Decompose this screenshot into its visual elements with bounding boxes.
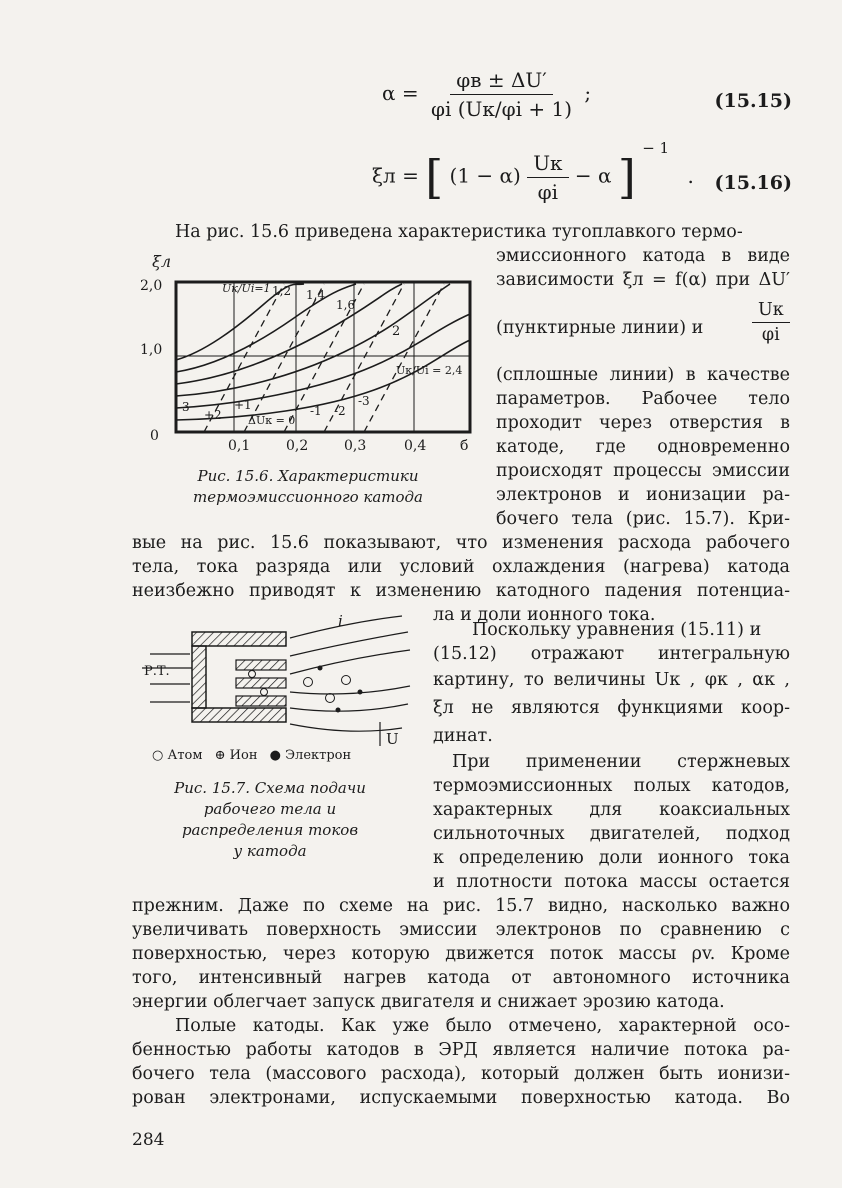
fig6-dash-label-4: -1 bbox=[310, 404, 322, 418]
p1-line-2: эмиссионного катода в виде bbox=[496, 246, 790, 266]
p3-line-1: При применении стержневых bbox=[452, 752, 790, 772]
fig7-caption-line-3: распределения токов bbox=[181, 821, 359, 839]
p4-line-4: рован электронами, испускаемыми поверхностью катода. Во bbox=[132, 1088, 790, 1108]
fig6-dash-label-5: -2 bbox=[334, 404, 346, 418]
p1-frac-num: Uк bbox=[752, 300, 790, 323]
fig6-dash-label-zero: ΔUк = 0 bbox=[248, 414, 296, 427]
fig7-ion-3 bbox=[342, 676, 351, 685]
atom-legend-icon: ○ bbox=[152, 748, 164, 763]
p1-line-11: бочего тела (рис. 15.7). Кри- bbox=[496, 509, 790, 529]
electron-legend-icon: ● bbox=[269, 748, 281, 763]
fig6-label-14: 1,4 bbox=[306, 288, 326, 302]
fig7-legend bbox=[152, 748, 351, 763]
p4-line-1: Полые катоды. Как уже было отмечено, характерной осо- bbox=[175, 1016, 790, 1036]
p3-line-10: того, интенсивный нагрев катода от автономного источника bbox=[132, 968, 790, 988]
fig6-y-tick-2: 2,0 bbox=[140, 278, 163, 294]
fig7-rod-2 bbox=[236, 678, 286, 688]
p1-line-5: (сплошные линии) в качестве bbox=[496, 365, 790, 385]
fig6-caption-line-2: термоэмиссионного катода bbox=[193, 488, 423, 506]
p1-line-15: ла и доли ионного тока. bbox=[433, 605, 656, 625]
p1-line-1: На рис. 15.6 приведена характеристика тугоплавкого термо- bbox=[175, 222, 743, 242]
p1-line-3: зависимости ξл = f(α) при ΔU′ bbox=[496, 270, 790, 290]
fig7-legend-ion: Ион bbox=[229, 748, 258, 763]
p3-line-11: энергии облегчает запуск двигателя и снижает эрозию катода. bbox=[132, 992, 725, 1012]
fig7-current-line-1 bbox=[290, 616, 402, 638]
fig6-dash-label-6: -3 bbox=[358, 394, 370, 408]
fig6-dash-label-3: +1 bbox=[234, 398, 252, 412]
fig7-caption bbox=[140, 778, 400, 862]
p3-line-9: поверхностью, через которую движется поток массы ρv. Кроме bbox=[132, 944, 790, 964]
p1-line-13: тела, тока разряда или условий охлаждения (нагрева) катода bbox=[132, 557, 790, 577]
eq1-denominator: φi (Uк/φi + 1) bbox=[430, 97, 573, 121]
eq1-tail: ; bbox=[584, 81, 592, 105]
fig7-caption-line-2: рабочего тела и bbox=[203, 800, 337, 818]
equation-15-16: ξл = [ (1 − α) $\frac{Uк}{\varphi i}$ − α ] $^{- 1}$ . bbox=[372, 138, 694, 204]
fig6-x-tick-4: 0,4 bbox=[404, 438, 427, 454]
fig6-y-tick-0: 0 bbox=[150, 428, 159, 444]
fig7-cathode-wall-top bbox=[192, 632, 286, 646]
p1-line-7: проходит через отверстия в bbox=[496, 413, 790, 433]
p3-line-8: увеличивать поверхность эмиссии электронов по сравнению с bbox=[132, 920, 790, 940]
fig7-cathode-back bbox=[192, 646, 206, 708]
fig6-caption bbox=[150, 466, 466, 508]
fig7-label-rt: Р.Т. bbox=[144, 664, 170, 679]
p3-line-3: характерных для коаксиальных bbox=[433, 800, 790, 820]
fig7-cathode-wall-bottom bbox=[192, 708, 286, 722]
eq2-lhs: ξл = bbox=[372, 163, 419, 188]
fig7-legend-electron: Электрон bbox=[285, 748, 352, 763]
p1-line-12: вые на рис. 15.6 показывают, что изменения расхода рабочего bbox=[132, 533, 790, 553]
page-number: 284 bbox=[132, 1130, 165, 1150]
fig7-current-line-5 bbox=[290, 704, 408, 711]
eq1-numerator: φв ± ΔU′ bbox=[450, 68, 553, 95]
p1-fraction bbox=[752, 300, 790, 345]
equation-15-15 bbox=[382, 68, 591, 121]
fig6-x-tick-5: б bbox=[460, 438, 469, 454]
p4-line-3: бочего тела (массового расхода), который должен быть ионизи- bbox=[132, 1064, 790, 1084]
fig7-atom-1 bbox=[249, 671, 256, 678]
p4-line-2: бенностью работы катодов в ЭРД является наличие потока ра- bbox=[132, 1040, 790, 1060]
fig7-label-i: i bbox=[338, 612, 343, 630]
fig7-rod-1 bbox=[236, 660, 286, 670]
fig6-label-ratio-1: Uк/Ui=1 bbox=[222, 282, 271, 295]
fig6-y-label: ξл bbox=[152, 252, 171, 271]
p1-line-6: параметров. Рабочее тело bbox=[496, 389, 790, 409]
p3-line-2: термоэмиссионных полых катодов, bbox=[433, 776, 790, 796]
figure-15-7 bbox=[140, 612, 420, 872]
ion-legend-icon: ⊕ bbox=[214, 748, 226, 763]
fig6-label-ratio-24: Uк/Ui = 2,4 bbox=[396, 364, 463, 377]
eq2-tail: . bbox=[687, 163, 694, 188]
eq1-number: (15.15) bbox=[714, 90, 792, 112]
fig6-dashed-line-5 bbox=[364, 284, 444, 432]
p2-line-1: Поскольку уравнения (15.11) и bbox=[472, 620, 762, 640]
fig6-label-2: 2 bbox=[392, 324, 401, 339]
eq2-power: − 1 bbox=[642, 138, 670, 157]
fig7-diagram bbox=[140, 612, 420, 752]
p1-frac-den: φi bbox=[761, 325, 780, 345]
fig7-label-u: U bbox=[386, 730, 399, 748]
fig7-ion-1 bbox=[304, 678, 313, 687]
p1-line-9: происходят процессы эмиссии bbox=[496, 461, 790, 481]
p3-line-7: прежним. Даже по схеме на рис. 15.7 видно, насколько важно bbox=[132, 896, 790, 916]
fig6-dash-label-1: -3 bbox=[178, 400, 190, 414]
fig7-atom-2 bbox=[261, 689, 268, 696]
eq1-fraction bbox=[425, 68, 578, 121]
fig7-rod-3 bbox=[236, 696, 286, 706]
eq1-lhs: α = bbox=[382, 81, 419, 105]
p1-line-10: электронов и ионизации ра- bbox=[496, 485, 790, 505]
p2-line-5: динат. bbox=[433, 726, 493, 746]
fig6-x-tick-2: 0,2 bbox=[286, 438, 309, 454]
figure-15-6 bbox=[130, 248, 480, 528]
eq2-frac-num: Uк bbox=[527, 151, 568, 178]
fig7-ion-2 bbox=[326, 694, 335, 703]
fig6-label-12: 1,2 bbox=[272, 284, 292, 298]
fig7-current-line-3 bbox=[290, 650, 410, 674]
eq2-fraction bbox=[527, 151, 568, 204]
p2-line-3: картину, то величины Uк , φк , αк , bbox=[433, 670, 790, 690]
fig7-caption-line-1: Рис. 15.7. Схема подачи bbox=[174, 779, 366, 797]
eq2-left: (1 − α) bbox=[449, 163, 521, 188]
eq2-number: (15.16) bbox=[714, 172, 792, 194]
p1-line-14: неизбежно приводят к изменению катодного падения потенциа- bbox=[132, 581, 790, 601]
fig6-y-tick-1: 1,0 bbox=[140, 342, 163, 358]
fig7-electron-1 bbox=[318, 666, 323, 671]
fig6-x-tick-1: 0,1 bbox=[228, 438, 251, 454]
fig6-label-16: 1,6 bbox=[336, 298, 356, 312]
fig7-electron-3 bbox=[358, 690, 363, 695]
fig6-x-tick-3: 0,3 bbox=[344, 438, 367, 454]
fig6-caption-line-1: Рис. 15.6. Характеристики bbox=[197, 467, 419, 485]
fig7-current-line-4 bbox=[290, 686, 410, 694]
p3-line-6: и плотности потока массы остается bbox=[433, 872, 790, 892]
fig7-legend-atom: Атом bbox=[167, 748, 203, 763]
fig7-caption-line-4: у катода bbox=[233, 842, 307, 860]
p3-line-5: к определению доли ионного тока bbox=[433, 848, 790, 868]
p2-line-4: ξл не являются функциями коор- bbox=[433, 698, 790, 718]
p1-line-4: (пунктирные линии) и bbox=[496, 318, 704, 338]
p3-line-4: сильноточных двигателей, подход bbox=[433, 824, 790, 844]
p2-line-2: (15.12) отражают интегральную bbox=[433, 644, 790, 664]
eq2-right: − α bbox=[574, 163, 612, 188]
p1-line-8: катоде, где одновременно bbox=[496, 437, 790, 457]
fig6-dash-label-2: +2 bbox=[204, 408, 222, 422]
fig7-electron-2 bbox=[336, 708, 341, 713]
eq2-frac-den: φi bbox=[537, 179, 559, 204]
